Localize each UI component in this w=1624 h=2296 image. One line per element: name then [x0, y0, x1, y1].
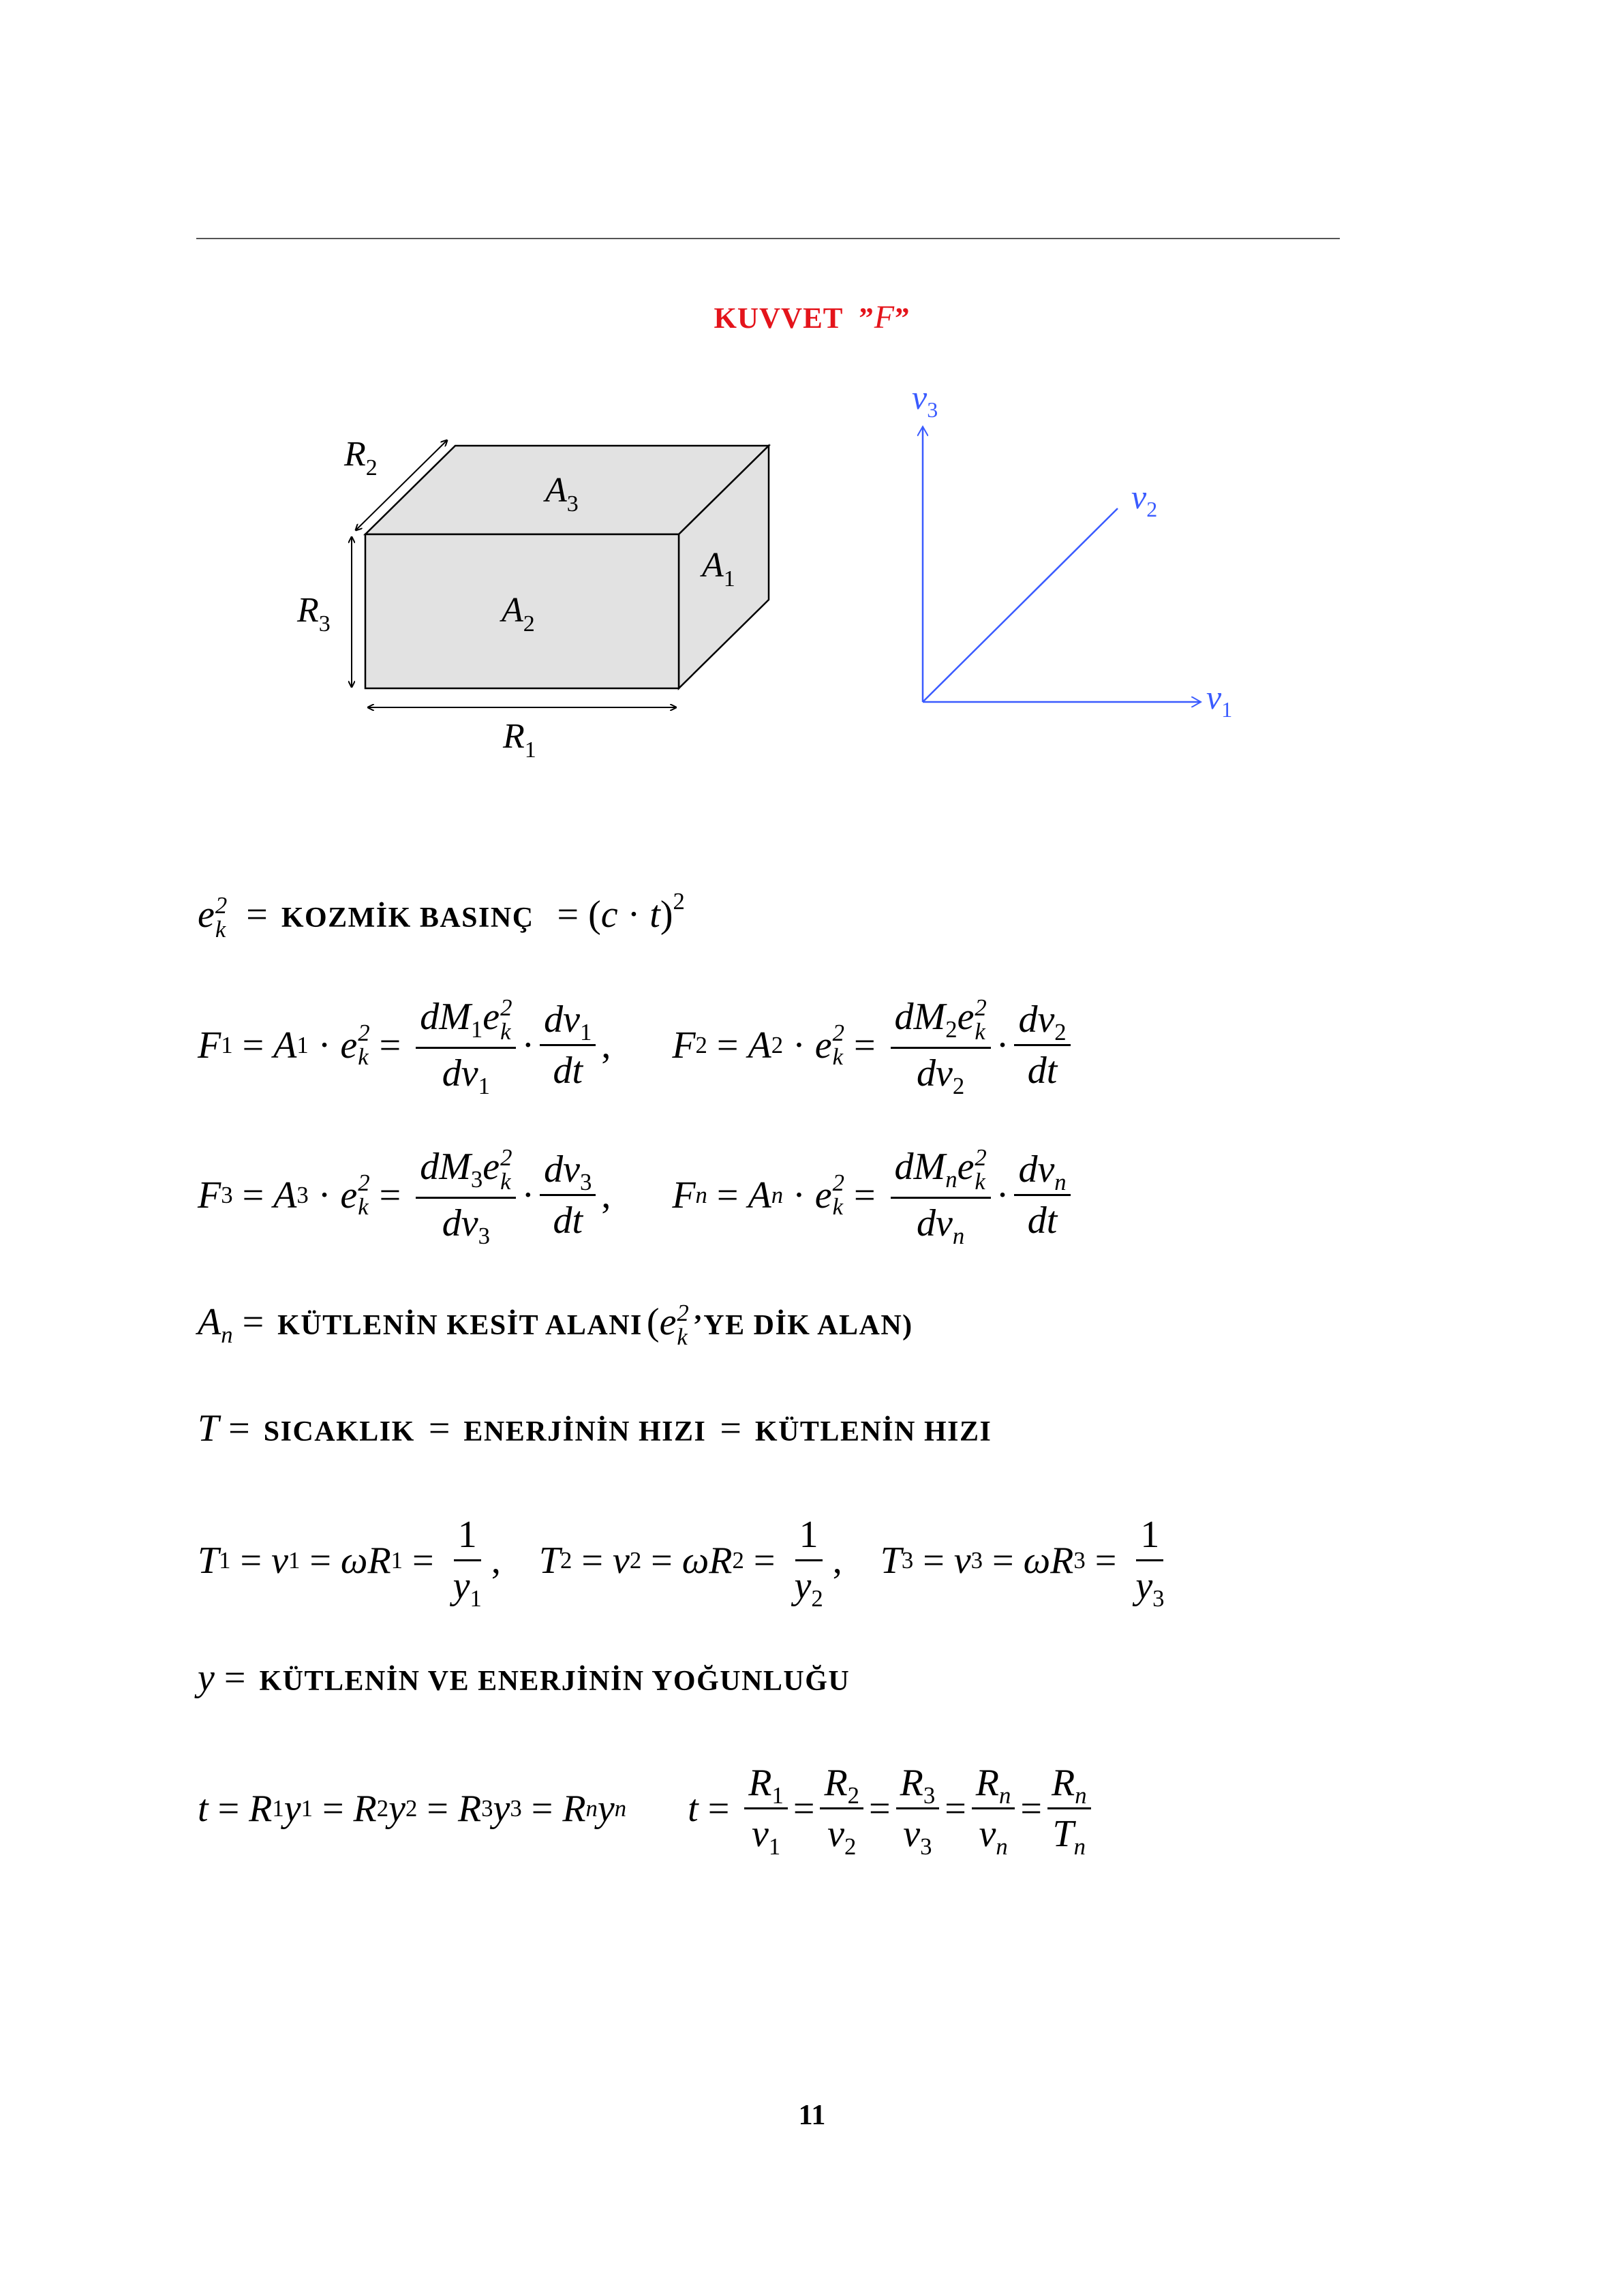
label-r2: $R_2$ [344, 435, 378, 480]
eq-density: y = KÜTLENİN VE ENERJİNİN YOĞUNLUĞU [198, 1657, 851, 1699]
header-rule [196, 238, 1340, 239]
figure [0, 368, 1624, 791]
eq-time: t = R 1 y 1 = R 2 y 2 = R 3 y 3 = R n y n t = $\frac{R_1}{v_1}$ = $\frac{R_2}{v_2}$ = $\frac{R_3}{v_3}$ = $\frac{R_n}{v_n}$ = $\frac{R_n}{T_n}$ [198, 1761, 1097, 1856]
label-a3: $A_3$ [545, 471, 579, 517]
label-a2: $A_2$ [502, 591, 535, 637]
box-diagram [296, 435, 769, 763]
label-r1: $R_1$ [503, 717, 536, 763]
eq-force-1-2: F 1 = A 1 · e 2 k = $dM_1e$ 2 k $dv_1$ · $\frac{dv_1}{dt}$ , F 2 = A 2 · e 2 k = $dM_2e$ 2 k $dv_2$ · $\frac{dv_2}{dt}$ [198, 995, 1076, 1095]
label-v2: $v_2$ [1131, 478, 1158, 521]
axis-v2 [923, 508, 1118, 702]
page-title: KUVVET ”F” [714, 299, 910, 335]
eq-cross-section: $A_n$ = KÜTLENİN KESİT ALANI (e 2 k ’YE DİK ALAN) [198, 1300, 913, 1351]
eq-temperature: T = SICAKLIK = ENERJİNİN HIZI = KÜTLENİN HIZI [198, 1407, 992, 1450]
label-a1: $A_1$ [702, 546, 735, 592]
eq-temperatures: T 1 = v 1 = ωR 1 = $\frac{1}{y_1}$ , T 2 = v 2 = ωR 2 = $\frac{1}{y_2}$ , T 3 = v 3 = ωR 3 = $\frac{1}{y_3}$ [198, 1514, 1165, 1612]
eq-cosmic-pressure: e 2 k = KOZMİK BASINÇ = $(c \cdot t)^2$ [198, 887, 685, 943]
label-v3: $v_3$ [912, 378, 938, 422]
eq-force-3-n: F 3 = A 3 · e 2 k = $dM_3e$ 2 k $dv_3$ · $\frac{dv_3}{dt}$ , F n = A n · e 2 k = $dM_ne$ 2 k $dv_n$ · $\frac{dv_n}{dt}$ [198, 1145, 1076, 1245]
page-number: 11 [798, 2100, 826, 2131]
velocity-axes [912, 378, 1232, 722]
label-v1: $v_1$ [1206, 678, 1233, 722]
label-r3: $R_3$ [297, 591, 331, 637]
cosmic-pressure-label: KOZMİK BASINÇ [281, 902, 534, 934]
